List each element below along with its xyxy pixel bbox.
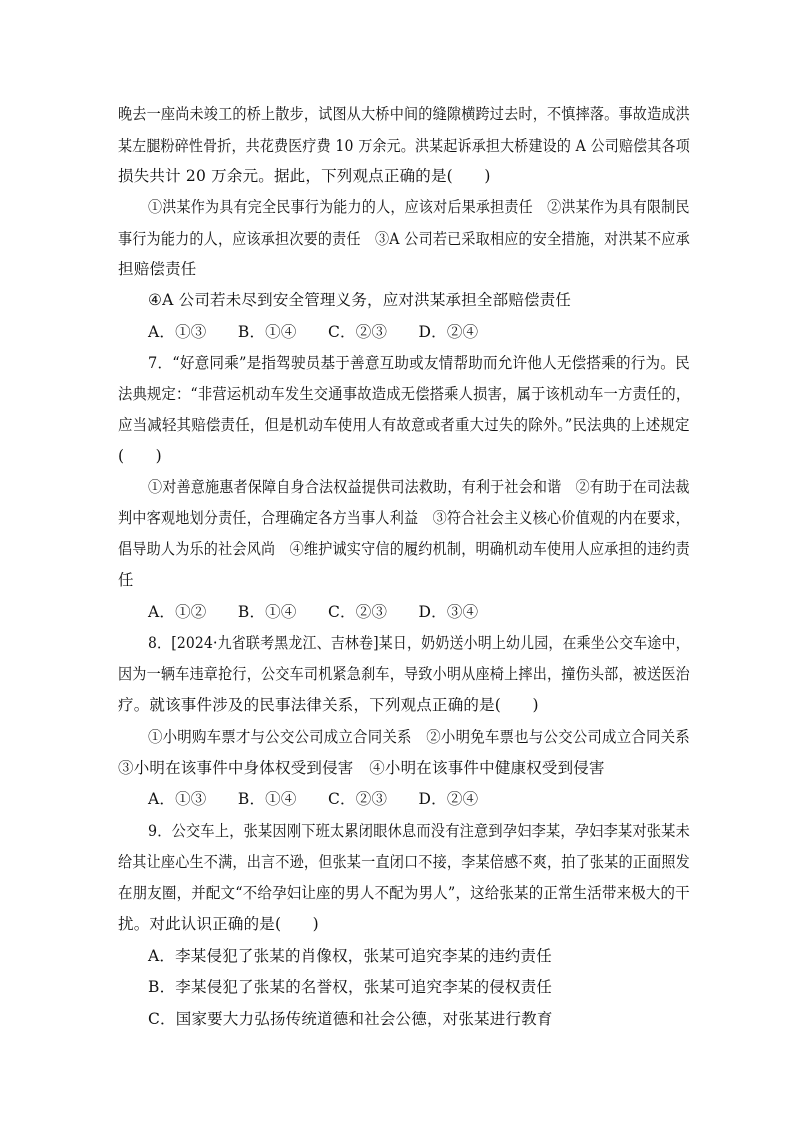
option-c: C．国家要大力弘扬传统道德和社会公德，对张某进行教育 [148, 1010, 553, 1028]
option-a: A．李某侵犯了张某的肖像权，张某可追究李某的违约责任 [148, 947, 552, 965]
text-line: ①对善意施惠者保障自身合法权益提供司法救助，有利于社会和谐 ②有助于在司法裁 [148, 478, 690, 496]
text-line: 损失共计 20 万余元。据此，下列观点正确的是( ) [118, 167, 491, 185]
text-line: ③小明在该事件中身体权受到侵害 ④小明在该事件中健康权受到侵害 [118, 759, 605, 777]
question-7-text: 7．“好意同乘”是指驾驶员基于善意互助或友情帮助而允许他人无偿搭乘的行为。民 [148, 354, 690, 372]
text-line: 因为一辆车违章抢行，公交车司机紧急刹车，导致小明从座椅上摔出，撞伤头部，被送医治 [118, 665, 690, 683]
text-line: 应当减轻其赔偿责任，但是机动车使用人有故意或者重大过失的除外。”民法典的上述规定 [118, 416, 690, 434]
text-line: 判中客观地划分责任，合理确定各方当事人利益 ③符合社会主义核心价值观的内在要求， [118, 509, 690, 527]
text-line: 扰。对此认识正确的是( ) [118, 915, 319, 933]
answer-options: A．①③ B．①④ C．②③ D．②④ [148, 790, 479, 808]
question-8-text: 8．[2024·九省联考黑龙江、吉林卷]某日，奶奶送小明上幼儿园，在乘坐公交车途中， [148, 634, 690, 652]
text-line: 任 [118, 571, 134, 589]
text-line: ④A 公司若未尽到安全管理义务，应对洪某承担全部赔偿责任 [148, 291, 572, 309]
text-line: 担赔偿责任 [118, 260, 197, 278]
option-b: B．李某侵犯了张某的名誉权，张某可追究李某的侵权责任 [148, 978, 553, 996]
question-9-text: 9．公交车上，张某因刚下班太累闭眼休息而没有注意到孕妇李某，孕妇李某对张某未 [148, 822, 690, 840]
text-line: 在朋友圈，并配文“不给孕妇让座的男人不配为男人”，这给张某的正常生活带来极大的干 [118, 884, 690, 902]
text-line: 倡导助人为乐的社会风尚 ④维护诚实守信的履约机制，明确机动车使用人应承担的违约责 [118, 540, 690, 558]
text-line: ①洪某作为具有完全民事行为能力的人，应该对后果承担责任 ②洪某作为具有限制民 [148, 198, 690, 216]
text-line: 法典规定：“非营运机动车发生交通事故造成无偿搭乘人损害，属于该机动车一方责任的， [118, 385, 691, 403]
text-line: 晚去一座尚未竣工的桥上散步，试图从大桥中间的缝隙横跨过去时，不慎摔落。事故造成洪 [118, 105, 690, 123]
text-line: 疗。就该事件涉及的民事法律关系，下列观点正确的是( ) [118, 696, 539, 714]
answer-options: A．①③ B．①④ C．②③ D．②④ [148, 323, 479, 341]
text-line: 给其让座心生不满，出言不逊，但张某一直闭口不接，李某倍感不爽，拍了张某的正面照发 [118, 853, 690, 871]
text-line: ①小明购车票才与公交公司成立合同关系 ②小明免车票也与公交公司成立合同关系 [148, 728, 690, 746]
text-line: 某左腿粉碎性骨折，共花费医疗费 10 万余元。洪某起诉承担大桥建设的 A 公司赔偿其各项 [118, 137, 690, 155]
text-line: ( ) [118, 447, 162, 465]
answer-options: A．①② B．①④ C．②③ D．③④ [148, 603, 479, 621]
text-line: 事行为能力的人，应该承担次要的责任 ③A 公司若已采取相应的安全措施，对洪某不应承 [118, 230, 690, 248]
